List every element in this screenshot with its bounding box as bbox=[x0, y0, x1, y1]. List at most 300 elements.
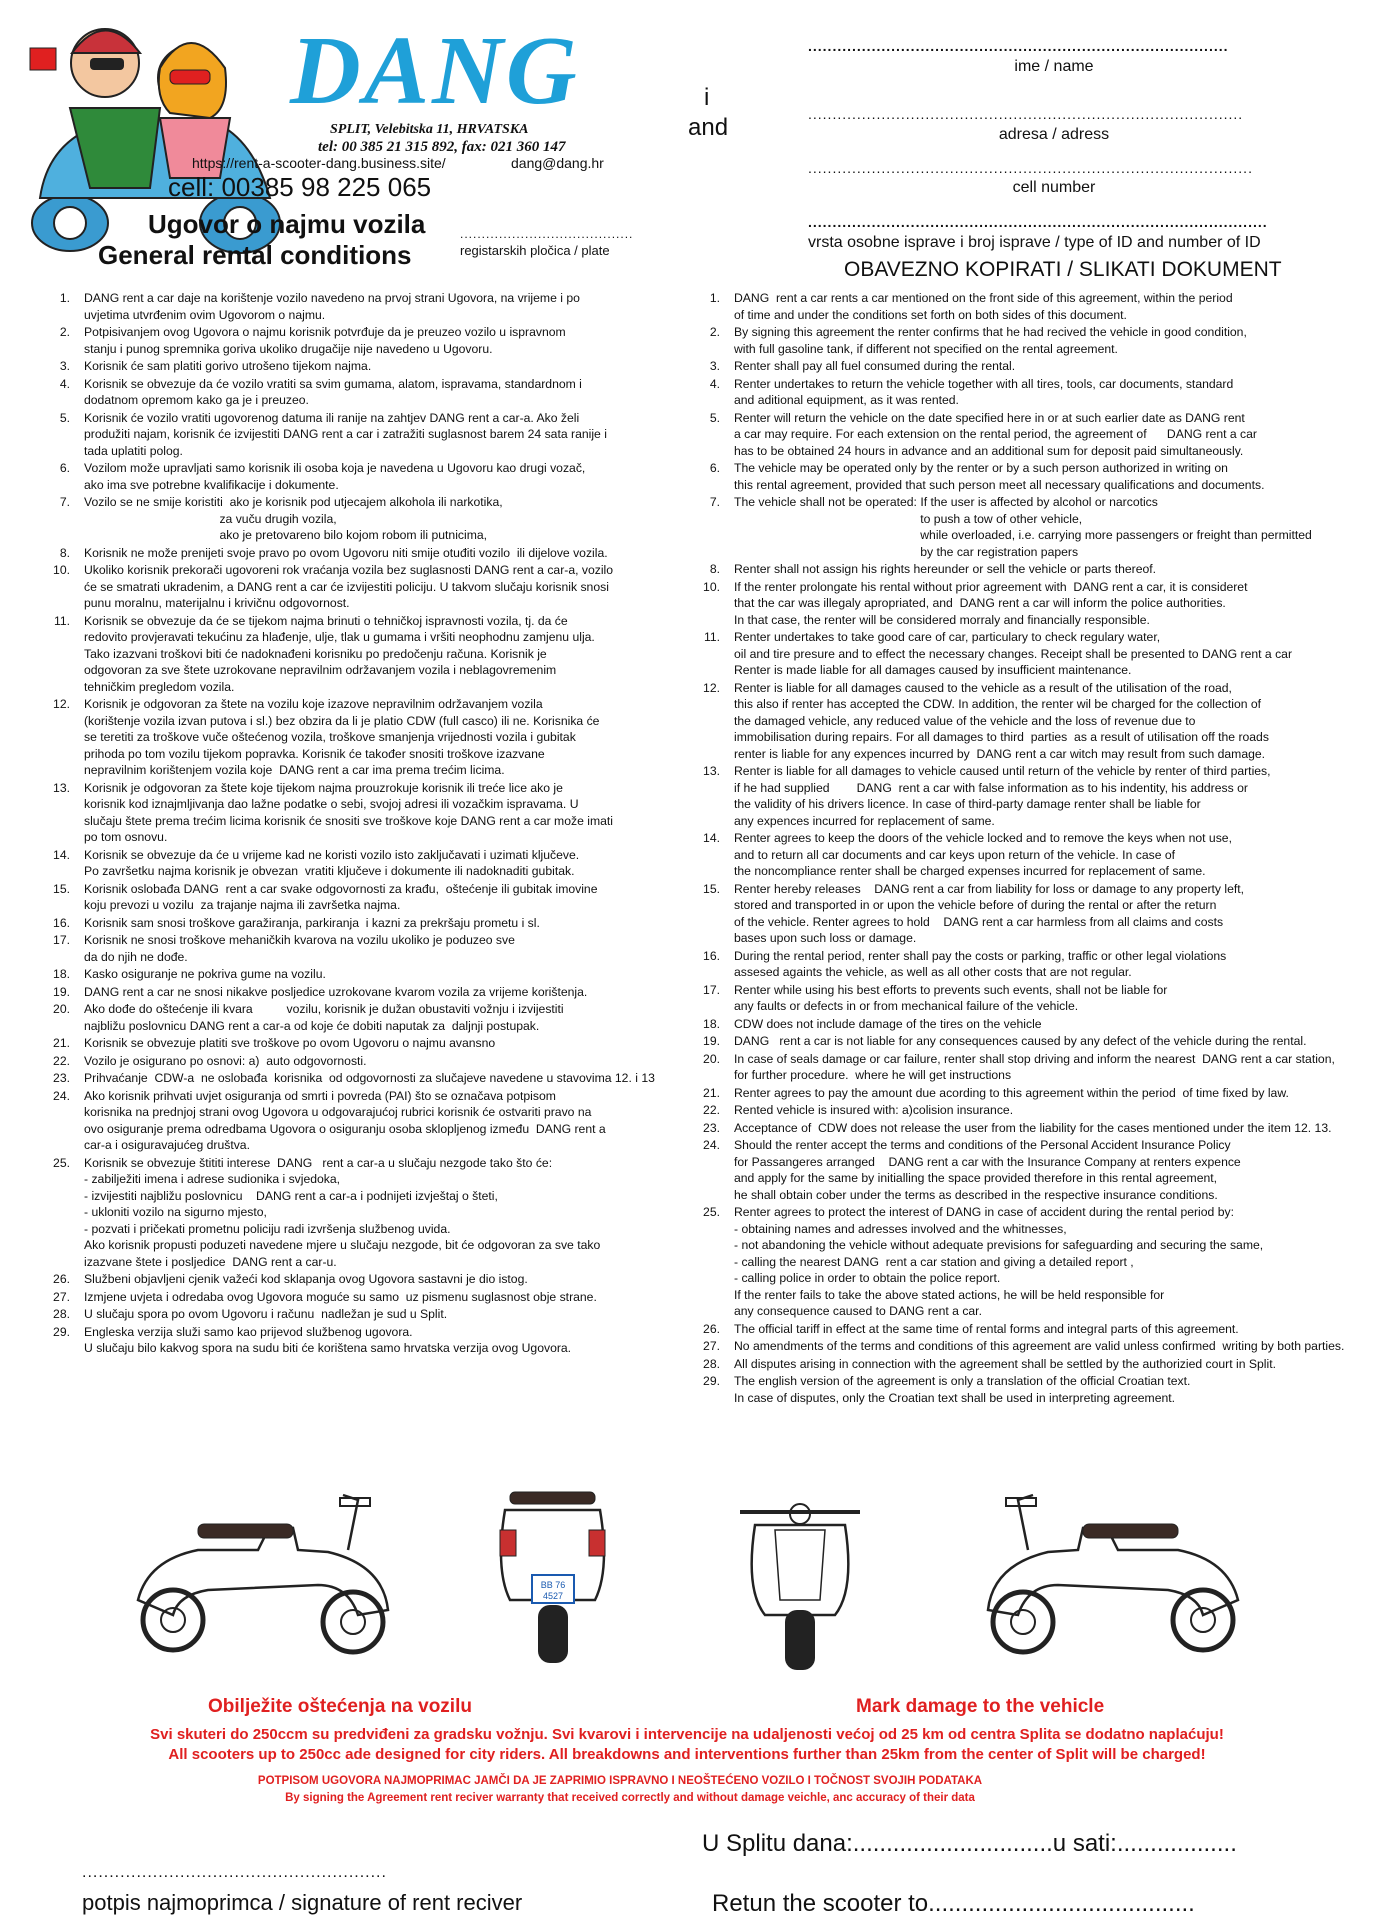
term-item bbox=[680, 1356, 1370, 1373]
term-line: the noncompliance renter shall be charged expenses incurred for replacement of same. bbox=[734, 864, 1206, 878]
term-line: - obtaining names and adresses involved and the whitnesses, bbox=[734, 1221, 1067, 1236]
company-address: SPLIT, Velebitska 11, HRVATSKA bbox=[330, 122, 529, 137]
term-line: U slučaju spora po ovom Ugovoru i računu nadležan je sud u Split. bbox=[84, 1307, 448, 1321]
title-en: General rental conditions bbox=[98, 240, 412, 270]
term-line: a car may require. For each extension on the rental period, the agreement of DANG rent a car bbox=[734, 427, 1257, 441]
term-line: of time and under the conditions set forth on both sides of this document. bbox=[734, 307, 1127, 322]
term-line: Vozilo je osigurano po osnovi: a) auto odgovornosti. bbox=[84, 1053, 367, 1068]
plate-field-dots[interactable]: ........................................ bbox=[460, 227, 634, 241]
term-text bbox=[84, 545, 685, 562]
term-line: stanju i punog spremnika goriva ukoliko drugačije nije navedeno u Ugovoru. bbox=[84, 341, 493, 356]
scooter-right-side-diagram[interactable] bbox=[968, 1490, 1258, 1660]
term-line: Ako korisnik propusti poduzeti navedene mjere u slučaju nezgode, bit će odgovoran za sve tako bbox=[84, 1238, 601, 1252]
term-line: Renter shall pay all fuel consumed during the rental. bbox=[734, 359, 1016, 373]
term-item bbox=[680, 1051, 1370, 1084]
term-item bbox=[30, 1088, 685, 1154]
term-line: Vozilom može upravljati samo korisnik ili osoba koja je navedena u Ugovoru kao drugi vozač, bbox=[84, 461, 586, 475]
term-line: immobilisation during repairs. For all damages to third parties as a result of utilisation off the roads bbox=[734, 730, 1269, 744]
city-riding-warning-en: All scooters up to 250cc ade designed for city riders. All breakdowns and interventions further than 25km from the center of Split will be charged! bbox=[168, 1746, 1206, 1763]
term-text bbox=[734, 460, 1370, 493]
term-line: All disputes arising in connection with the agreement shall be settled by the authorizied court in Split. bbox=[734, 1356, 1276, 1371]
term-line: Korisnik se obvezuje da će u vrijeme kad ne koristi vozilo isto zaključavati i uzimati ključeve. bbox=[84, 847, 580, 862]
term-line: koju prevozi u vozilu za trajanje najma ili završetka najma. bbox=[84, 898, 401, 912]
term-line: - ukloniti vozilo na sigurno mjesto, bbox=[84, 1205, 267, 1219]
term-item bbox=[30, 1324, 685, 1357]
term-text bbox=[734, 1033, 1370, 1050]
term-item bbox=[30, 1053, 685, 1070]
term-line: any expences incurred for replacement of same. bbox=[734, 813, 995, 828]
date-time-field[interactable]: U Splitu dana:..............................u sati:.................. bbox=[702, 1830, 1237, 1857]
term-line: DANG rent a car daje na korištenje vozilo navedeno na prvoj strani Ugovora, na vrijeme i po bbox=[84, 291, 580, 305]
cell-field-dots[interactable]: ........................................................................................... bbox=[808, 160, 1253, 176]
term-item bbox=[30, 358, 685, 375]
term-item bbox=[680, 1016, 1370, 1033]
term-number: 8. bbox=[709, 562, 720, 576]
term-number: 3. bbox=[59, 359, 70, 373]
term-text bbox=[84, 460, 685, 493]
term-number: 6. bbox=[709, 461, 720, 475]
term-text bbox=[84, 915, 685, 932]
term-number: 18. bbox=[703, 1016, 720, 1031]
term-text bbox=[84, 1001, 685, 1034]
term-number: 25. bbox=[703, 1205, 720, 1219]
term-item bbox=[30, 780, 685, 846]
term-text bbox=[84, 324, 685, 357]
term-text bbox=[84, 1271, 685, 1288]
term-number: 15. bbox=[53, 881, 70, 896]
term-text bbox=[734, 1321, 1370, 1338]
term-item bbox=[30, 847, 685, 880]
term-text bbox=[84, 562, 685, 612]
term-number: 14. bbox=[703, 831, 720, 845]
term-line: Ukoliko korisnik prekorači ugovoreni rok vraćanja vozila bez suglasnosti DANG rent a car-a, vozilo bbox=[84, 563, 614, 577]
copy-document-notice: OBAVEZNO KOPIRATI / SLIKATI DOKUMENT bbox=[844, 258, 1282, 281]
term-number: 21. bbox=[53, 1036, 70, 1050]
term-number: 26. bbox=[703, 1321, 720, 1336]
term-line: that the car was illegaly apropriated, and DANG rent a car will inform the police authorities. bbox=[734, 596, 1226, 610]
term-text bbox=[734, 1137, 1370, 1203]
term-line: slučaju štete prema trećim licima korisnik će snositi sve troškove koje DANG rent a car može imati bbox=[84, 813, 613, 828]
term-line: DANG rent a car is not liable for any consequences caused by any defect of the vehicle during the rental. bbox=[734, 1034, 1307, 1048]
term-text bbox=[734, 763, 1370, 829]
term-line: The vehicle may be operated only by the renter or by a such person authorized in writing on bbox=[734, 461, 1228, 475]
signature-line[interactable]: ........................................................ bbox=[82, 1864, 387, 1881]
term-line: - calling police in order to obtain the police report. bbox=[734, 1271, 1001, 1285]
term-number: 2. bbox=[59, 325, 70, 339]
term-line: tada uplatiti polog. bbox=[84, 443, 183, 458]
plate-field-label: registarskih pločica / plate bbox=[460, 243, 610, 258]
term-line: Korisnik se obvezuje da će vozilo vratiti sa svim gumama, alatom, ispravama, standardnom i bbox=[84, 376, 582, 391]
term-line: produžiti najam, korisnik će izvijestiti DANG rent a car i zatražiti suglasnost barem 24 sata ranije i bbox=[84, 427, 607, 441]
term-line: najbližu poslovnicu DANG rent a car-a od koje će dobiti naputak za daljnji postupak. bbox=[84, 1018, 540, 1033]
term-line: Kasko osiguranje ne pokriva gume na vozilu. bbox=[84, 967, 326, 981]
term-number: 26. bbox=[53, 1272, 70, 1286]
term-line: has to be obtained 24 hours in advance and an additional sum for deposit paid simultaneously. bbox=[734, 443, 1244, 458]
term-number: 14. bbox=[53, 847, 70, 862]
term-text bbox=[84, 1155, 685, 1271]
term-line: Renter undertakes to take good care of car, particulary to check regulary water, bbox=[734, 630, 1161, 644]
term-line: for Passangeres arranged DANG rent a car with the Insurance Company at renters expence bbox=[734, 1154, 1241, 1169]
term-line: tehničkim pregledom vozila. bbox=[84, 679, 235, 694]
term-line: Korisnik se obvezuje platiti sve troškove po ovom Ugovoru o najmu avansno bbox=[84, 1036, 496, 1050]
term-line: Korisnik će vozilo vratiti ugovorenog datuma ili ranije na zahtjev DANG rent a car-a. Ako želi bbox=[84, 410, 580, 425]
term-item bbox=[30, 984, 685, 1001]
term-text bbox=[734, 1120, 1370, 1137]
terms-english bbox=[680, 290, 1370, 1407]
term-item bbox=[680, 1137, 1370, 1203]
term-line: any consequence caused to DANG rent a car. bbox=[734, 1304, 982, 1318]
term-item bbox=[30, 915, 685, 932]
term-number: 22. bbox=[703, 1103, 720, 1117]
term-text bbox=[84, 966, 685, 983]
term-text bbox=[84, 1289, 685, 1306]
term-line: uvjetima utvrđenim ovim Ugovorom o najmu. bbox=[84, 307, 326, 322]
term-item bbox=[30, 1271, 685, 1288]
term-item bbox=[680, 763, 1370, 829]
term-line: Službeni objavljeni cjenik važeći kod sklapanja ovog Ugovora sastavni je dio istog. bbox=[84, 1272, 528, 1286]
term-line: - zabilježiti imena i adrese sudionika i svjedoka, bbox=[84, 1172, 341, 1186]
term-item bbox=[680, 1204, 1370, 1320]
scooter-rear-diagram[interactable] bbox=[490, 1490, 615, 1670]
term-line: Renter agrees to keep the doors of the vehicle locked and to remove the keys when not use, bbox=[734, 831, 1232, 845]
term-text bbox=[734, 410, 1370, 460]
term-number: 22. bbox=[53, 1053, 70, 1068]
terms-croatian bbox=[30, 290, 685, 1358]
mark-damage-hr: Obilježite oštećenja na vozilu bbox=[208, 1696, 472, 1717]
term-line: During the rental period, renter shall pay the costs or parking, traffic or other legal violations bbox=[734, 948, 1227, 963]
term-line: Korisnik će sam platiti gorivo utrošeno tijekom najma. bbox=[84, 359, 372, 373]
term-line: No amendments of the terms and conditions of this agreement are valid unless confirmed writing by both parties. bbox=[734, 1339, 1345, 1353]
company-cell: cell: 00385 98 225 065 bbox=[168, 172, 432, 202]
term-line: Korisnik oslobađa DANG rent a car svake odgovornosti za krađu, oštećenje ili gubitak imovine bbox=[84, 881, 598, 896]
term-text bbox=[734, 830, 1370, 880]
term-line: by the car registration papers bbox=[734, 544, 1079, 559]
term-number: 13. bbox=[703, 764, 720, 778]
term-number: 13. bbox=[53, 780, 70, 795]
term-line: Korisnik je odgovoran za štete na vozilu koje izazove nepravilnim održavanjem vozila bbox=[84, 697, 543, 711]
term-line: - izvijestiti najbližu poslovnicu DANG rent a car-a i podnijeti izvještaj o šteti, bbox=[84, 1188, 498, 1203]
term-line: korisnika na prednjoj strani ovog Ugovora u odgovarajućoj rubrici korisnik će ostvariti pravo na bbox=[84, 1105, 592, 1119]
term-text bbox=[734, 561, 1370, 578]
term-line: The english version of the agreement is only a translation of the official Croatian text. bbox=[734, 1374, 1191, 1388]
term-line: se teretiti za troškove vuče oštećenog vozila, troškove smanjenja vrijednosti vozila i gubitak bbox=[84, 730, 576, 744]
term-line: će se smatrati ukradenim, a DANG rent a car će izvijestiti policiju. U takvom slučaju korisnik snosi bbox=[84, 579, 609, 594]
term-item bbox=[30, 1001, 685, 1034]
term-text bbox=[734, 1102, 1370, 1119]
term-line: any faults or defects in or from mechanical failure of the vehicle. bbox=[734, 999, 1079, 1013]
term-line: Renter agrees to pay the amount due acording to this agreement within the period of time fixed by law. bbox=[734, 1085, 1289, 1100]
term-line: and apply for the same by initialling the space provided therefore in this rental agreement, bbox=[734, 1171, 1218, 1185]
term-text bbox=[734, 1356, 1370, 1373]
term-number: 24. bbox=[53, 1088, 70, 1103]
term-text bbox=[84, 1324, 685, 1357]
term-item bbox=[30, 494, 685, 544]
id-field-dots[interactable]: .............................................................................................. bbox=[808, 214, 1268, 230]
term-text bbox=[84, 1035, 685, 1052]
term-item bbox=[680, 561, 1370, 578]
term-line: renter is liable for any expences incurred by DANG rent a car witch may result from such damage. bbox=[734, 746, 1266, 761]
term-line: ako je pretovareno bilo kojom robom ili putnicima, bbox=[84, 528, 488, 542]
term-line: - calling the nearest DANG rent a car station and giving a detailed report , bbox=[734, 1254, 1134, 1269]
term-text bbox=[84, 613, 685, 696]
term-item bbox=[680, 1338, 1370, 1355]
term-text bbox=[734, 324, 1370, 357]
term-item bbox=[30, 1306, 685, 1323]
term-number: 27. bbox=[53, 1289, 70, 1304]
term-line: with full gasoline tank, if different not specified on the rental agreement. bbox=[734, 341, 1118, 356]
term-line: Renter undertakes to return the vehicle together with all tires, tools, car documents, standard bbox=[734, 376, 1234, 391]
conjunction-en: and bbox=[688, 114, 729, 141]
term-number: 10. bbox=[703, 579, 720, 594]
term-line: da do njih ne dođe. bbox=[84, 949, 188, 964]
term-line: po tom osnovu. bbox=[84, 830, 168, 844]
term-number: 7. bbox=[59, 495, 70, 509]
term-number: 5. bbox=[709, 410, 720, 425]
term-number: 11. bbox=[53, 613, 70, 628]
term-line: U slučaju bilo kakvog spora na sudu biti će korištena samo hrvatska verzija ovog Ugovora. bbox=[84, 1341, 572, 1355]
term-line: Korisnik sam snosi troškove garažiranja, parkiranja i kazni za prekršaju prometu i sl. bbox=[84, 915, 540, 930]
term-item bbox=[680, 1120, 1370, 1137]
term-line: Engleska verzija služi samo kao prijevod službenog ugovora. bbox=[84, 1324, 413, 1339]
term-line: prihoda po tom vozilu tijekom popravka. Korisnik će također snositi troškove izazvane bbox=[84, 746, 545, 761]
term-line: stored and transported in or upon the vehicle before of during the rental or after the return bbox=[734, 898, 1217, 912]
term-text bbox=[734, 579, 1370, 629]
address-field-dots[interactable]: ......................................................................................... bbox=[808, 106, 1244, 122]
term-text bbox=[84, 494, 685, 544]
term-item bbox=[30, 1070, 685, 1087]
term-text bbox=[734, 982, 1370, 1015]
term-line: Korisnik se obvezuje da će se tijekom najma brinuti o tehničkoj ispravnosti vozila, tj. da će bbox=[84, 613, 568, 628]
term-line: nepravilnim korištenjem vozila koje DANG rent a car ima prema trećim licima. bbox=[84, 763, 505, 777]
term-line: while overloaded, i.e. carrying more passengers or freight than permitted bbox=[734, 528, 1312, 542]
term-item bbox=[30, 460, 685, 493]
term-number: 25. bbox=[53, 1155, 70, 1170]
term-number: 15. bbox=[703, 881, 720, 896]
term-item bbox=[30, 324, 685, 357]
term-item bbox=[30, 1035, 685, 1052]
term-line: If the renter prolongate his rental without prior agreement with DANG rent a car, it is consideret bbox=[734, 579, 1248, 594]
term-text bbox=[734, 680, 1370, 763]
term-line: If the renter fails to take the above stated actions, he will be held responsible for bbox=[734, 1287, 1165, 1302]
name-field-dots[interactable]: ...................................................................................... bbox=[808, 38, 1229, 54]
term-line: and to return all car documents and car keys upon return of the vehicle. In case of bbox=[734, 847, 1176, 862]
address-field-label: adresa / adress bbox=[998, 126, 1110, 143]
term-line: this also if renter has accepted the CDW. In addition, the renter wil be charged for the collection of bbox=[734, 697, 1262, 711]
term-item bbox=[680, 494, 1370, 560]
term-line: bases upon such loss or damage. bbox=[734, 931, 917, 945]
term-line: punu moralnu, materijalnu i krivičnu odgovornost. bbox=[84, 596, 350, 610]
term-item bbox=[680, 358, 1370, 375]
term-number: 16. bbox=[703, 948, 720, 963]
term-text bbox=[734, 881, 1370, 947]
term-line: DANG rent a car ne snosi nikakve posljedice uzrokovane kvarom vozila za vrijeme korištenja. bbox=[84, 984, 588, 999]
term-line: to push a tow of other vehicle, bbox=[734, 511, 1083, 526]
term-line: Should the renter accept the terms and conditions of the Personal Accident Insurance Policy bbox=[734, 1138, 1231, 1152]
term-number: 2. bbox=[709, 325, 720, 339]
term-line: DANG rent a car rents a car mentioned on the front side of this agreement, within the period bbox=[734, 291, 1233, 305]
term-number: 12. bbox=[703, 680, 720, 695]
signature-label: potpis najmoprimca / signature of rent reciver bbox=[82, 1890, 523, 1915]
term-line: korisnik kod iznajmljivanja dao lažne podatke o sebi, svojoj adresi ili vozačkim ispravama. U bbox=[84, 797, 579, 811]
term-item bbox=[680, 982, 1370, 1015]
term-line: ovo osiguranje prema odredbama Ugovora o osiguranju osoba sklopljenog između DANG rent a bbox=[84, 1121, 606, 1136]
term-number: 19. bbox=[703, 1034, 720, 1048]
term-text bbox=[84, 847, 685, 880]
term-number: 21. bbox=[703, 1085, 720, 1100]
term-line: Ako korisnik prihvati uvjet osiguranja od smrti i povreda (PAI) što se označava potpisom bbox=[84, 1088, 556, 1103]
term-item bbox=[30, 376, 685, 409]
term-item bbox=[30, 696, 685, 779]
conjunction-hr: i bbox=[704, 84, 710, 111]
term-line: odgovoran za sve štete uzrokovane nepravilnim održavanjem vozila i neblagovremenim bbox=[84, 663, 557, 677]
license-plate-text: BB 76 bbox=[540, 1580, 566, 1590]
term-line: the damaged vehicle, any reduced value of the vehicle and the loss of revenue due to bbox=[734, 713, 1196, 728]
term-line: Ako dođe do oštećenje ili kvara vozilu, korisnik je dužan obustaviti vožnju i izvijestiti bbox=[84, 1002, 564, 1016]
term-text bbox=[84, 1070, 685, 1087]
term-number: 4. bbox=[709, 376, 720, 391]
term-item bbox=[30, 932, 685, 965]
term-number: 16. bbox=[53, 915, 70, 930]
term-line: Potpisivanjem ovog Ugovora o najmu korisnik potvrđuje da je preuzeo vozilo u ispravnom bbox=[84, 325, 566, 339]
term-line: Renter is liable for all damages to vehicle caused until return of the vehicle by renter of third parties, bbox=[734, 764, 1271, 778]
term-line: car-a i osiguravajućeg društva. bbox=[84, 1138, 250, 1152]
term-line: Rented vehicle is insured with: a)colision insurance. bbox=[734, 1103, 1014, 1117]
term-number: 7. bbox=[709, 495, 720, 509]
term-line: for further procedure. where he will get instructions bbox=[734, 1068, 1012, 1082]
term-item bbox=[680, 324, 1370, 357]
term-text bbox=[84, 358, 685, 375]
term-text bbox=[734, 290, 1370, 323]
term-text bbox=[734, 1204, 1370, 1320]
term-number: 17. bbox=[703, 982, 720, 997]
term-line: redovito provjeravati tekućinu za hlađenje, ulje, tlak u gumama i vršiti neophodnu zamjenu ulja. bbox=[84, 630, 595, 644]
term-line: of the vehicle. Renter agrees to hold DANG rent a car harmless from all claims and costs bbox=[734, 914, 1224, 929]
term-number: 27. bbox=[703, 1339, 720, 1353]
term-text bbox=[84, 376, 685, 409]
term-item bbox=[680, 460, 1370, 493]
term-line: assesed againts the vehicle, as well as all other costs that are not regular. bbox=[734, 965, 1132, 979]
term-line: the validity of his drivers licence. In case of third-party damage renter shall be liable for bbox=[734, 797, 1201, 811]
term-text bbox=[734, 1051, 1370, 1084]
term-line: CDW does not include damage of the tires on the vehicle bbox=[734, 1016, 1042, 1031]
term-text bbox=[734, 494, 1370, 560]
term-line: Renter is made liable for all damages caused by insufficient maintenance. bbox=[734, 663, 1132, 677]
mark-damage-en: Mark damage to the vehicle bbox=[856, 1696, 1105, 1717]
term-item bbox=[30, 613, 685, 696]
term-line: dodatnom opremom kako ga je i preuzeo. bbox=[84, 393, 309, 407]
term-line: Renter while using his best efforts to prevents such events, shall not be liable for bbox=[734, 982, 1168, 997]
term-item bbox=[680, 948, 1370, 981]
term-line: The vehicle shall not be operated: If the user is affected by alcohol or narcotics bbox=[734, 495, 1158, 509]
name-field-label: ime / name bbox=[1014, 58, 1094, 75]
term-text bbox=[734, 1085, 1370, 1102]
term-number: 12. bbox=[53, 697, 70, 711]
term-text bbox=[734, 1373, 1370, 1406]
term-line: The official tariff in effect at the same time of rental forms and integral parts of this agreement. bbox=[734, 1321, 1239, 1336]
id-field-label: vrsta osobne isprave i broj isprave / type of ID and number of ID bbox=[808, 234, 1261, 251]
term-number: 11. bbox=[703, 630, 720, 644]
svg-text:4527: 4527 bbox=[542, 1591, 564, 1601]
term-item bbox=[30, 1289, 685, 1306]
term-number: 28. bbox=[703, 1356, 720, 1371]
term-number: 3. bbox=[709, 359, 720, 373]
term-item bbox=[680, 410, 1370, 460]
term-line: and aditional equipment, as it was rented. bbox=[734, 393, 959, 407]
term-line: za vuču drugih vozila, bbox=[84, 511, 337, 526]
term-line: he shall obtain cober under the terms as described in the respective insurance conditions. bbox=[734, 1187, 1218, 1202]
term-text bbox=[84, 932, 685, 965]
term-item bbox=[30, 410, 685, 460]
term-line: Renter is liable for all damages caused to the vehicle as a result of the utilisation of the road, bbox=[734, 680, 1232, 695]
term-item bbox=[680, 376, 1370, 409]
term-item bbox=[680, 1033, 1370, 1050]
term-text bbox=[734, 376, 1370, 409]
company-website[interactable]: https://rent-a-scooter-dang.business.site/ bbox=[192, 155, 446, 171]
term-item bbox=[30, 881, 685, 914]
signature-warranty-hr: POTPISOM UGOVORA NAJMOPRIMAC JAMČI DA JE ZAPRIMIO ISPRAVNO I NEOŠTEĆENO VOZILO I TOČNOST SVOJIH PODATAKA bbox=[257, 1775, 983, 1787]
scooter-front-diagram[interactable] bbox=[730, 1490, 870, 1675]
term-item bbox=[30, 545, 685, 562]
company-logo-wordmark: DANG bbox=[290, 17, 580, 125]
term-item bbox=[30, 290, 685, 323]
company-phones: tel: 00 385 21 315 892, fax: 021 360 147 bbox=[318, 139, 566, 155]
term-number: 29. bbox=[53, 1324, 70, 1339]
term-text bbox=[84, 984, 685, 1001]
term-line: Renter agrees to protect the interest of DANG in case of accident during the rental period by: bbox=[734, 1205, 1234, 1219]
term-line: Renter shall not assign his rights hereunder or sell the vehicle or parts thereof. bbox=[734, 562, 1157, 576]
term-text bbox=[734, 629, 1370, 679]
term-text bbox=[734, 1016, 1370, 1033]
term-item bbox=[30, 1155, 685, 1271]
term-number: 29. bbox=[703, 1374, 720, 1388]
term-item bbox=[30, 562, 685, 612]
term-line: Tako izazvani troškovi biti će nadoknađeni korisniku po predočenju računa. Korisnik je bbox=[84, 646, 547, 661]
term-text bbox=[84, 290, 685, 323]
scooter-left-side-diagram[interactable] bbox=[118, 1490, 403, 1660]
term-item bbox=[680, 629, 1370, 679]
term-line: In case of disputes, only the Croatian text shall be used in interpreting agreement. bbox=[734, 1390, 1176, 1405]
term-text bbox=[84, 410, 685, 460]
cell-field-label: cell number bbox=[1012, 179, 1096, 196]
term-number: 1. bbox=[709, 291, 720, 305]
term-number: 5. bbox=[59, 410, 70, 425]
term-line: Korisnik ne snosi troškove mehaničkih kvarova na vozilu ukoliko je poduzeo sve bbox=[84, 933, 515, 947]
term-number: 19. bbox=[53, 984, 70, 999]
term-item bbox=[30, 966, 685, 983]
term-line: Korisnik se obvezuje štititi interese DANG rent a car-a u slučaju nezgode tako što će: bbox=[84, 1155, 553, 1170]
term-text bbox=[734, 358, 1370, 375]
term-number: 10. bbox=[53, 563, 70, 577]
company-email[interactable]: dang@dang.hr bbox=[511, 155, 604, 171]
term-line: Prihvaćanje CDW-a ne oslobađa korisnika od odgovornosti za slučajeve navedene u stavovima 12. i 13 bbox=[84, 1071, 655, 1085]
term-line: Renter hereby releases DANG rent a car from liability for loss or damage to any property left, bbox=[734, 881, 1245, 896]
term-item bbox=[680, 1102, 1370, 1119]
term-text bbox=[84, 881, 685, 914]
term-number: 17. bbox=[53, 933, 70, 947]
term-line: Renter will return the vehicle on the date specified here in or at such earlier date as DANG rent bbox=[734, 410, 1245, 425]
term-text bbox=[84, 780, 685, 846]
term-number: 20. bbox=[53, 1002, 70, 1016]
term-item bbox=[680, 290, 1370, 323]
city-riding-warning-hr: Svi skuteri do 250ccm su predviđeni za gradsku vožnju. Svi kvarovi i intervencije na udaljenosti većoj od 25 km od centra Splita se dodatno naplaćuju! bbox=[150, 1726, 1224, 1743]
term-line: Vozilo se ne smije koristiti ako je korisnik pod utjecajem alkohola ili narkotika, bbox=[84, 495, 503, 509]
term-line: oil and tire presure and to effect the necessary changes. Receipt shall be presented to DANG rent a car bbox=[734, 646, 1293, 661]
term-item bbox=[680, 579, 1370, 629]
return-location-field[interactable]: Retun the scooter to........................................ bbox=[712, 1890, 1195, 1917]
term-line: Po završetku najma korisnik je obvezan vratiti ključeve i dokumente ili nadoknaditi gubitak. bbox=[84, 864, 575, 878]
term-number: 1. bbox=[59, 291, 70, 305]
term-line: Korisnik ne može prenijeti svoje pravo po ovom Ugovoru niti smije otuđiti vozilo ili dijelove vozila. bbox=[84, 545, 608, 560]
